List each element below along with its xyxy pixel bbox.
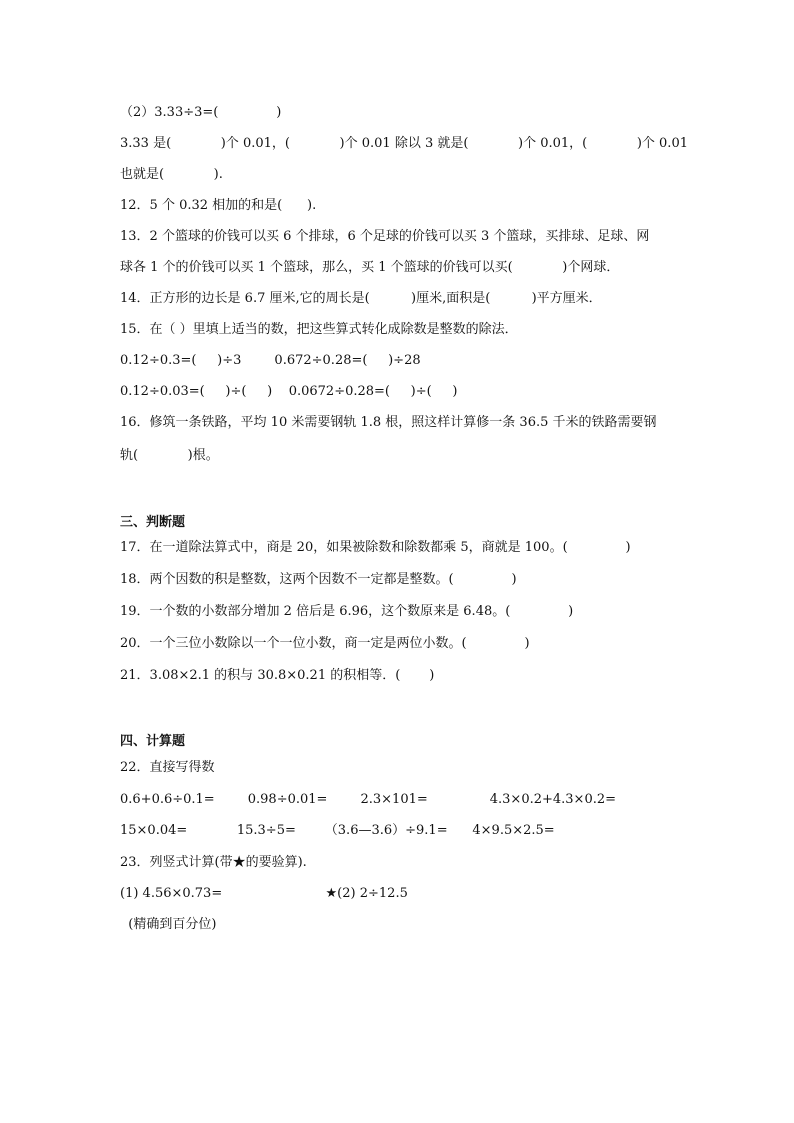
q11-part2: （2）3.33÷3=( ) <box>120 105 282 120</box>
question-17: 17．在一道除法算式中，商是 20，如果被除数和除数都乘 5，商就是 100。( ) <box>120 540 631 555</box>
section-3-heading: 三、判断题 <box>120 515 186 530</box>
question-16: 16．修筑一条铁路，平均 10 米需要钢轨 1.8 根，照这样计算修一条 36.5 千米的铁路需要钢 <box>120 415 657 430</box>
question-23: 23．列竖式计算(带★的要验算). <box>120 855 307 870</box>
question-12: 12．5 个 0.32 相加的和是( ). <box>120 198 317 213</box>
question-20: 20．一个三位小数除以一个一位小数，商一定是两位小数。( ) <box>120 636 530 651</box>
question-13-cont: 球各 1 个的价钱可以买 1 个篮球，那么，买 1 个篮球的价钱可以买( )个网球． <box>120 260 620 275</box>
question-22-row2: 15×0.04= 15.3÷5= （3.6—3.6）÷9.1= 4×9.5×2.5= <box>120 823 555 838</box>
q11-part2-explain-cont: 也就是( ). <box>120 167 223 182</box>
question-22-row1: 0.6+0.6÷0.1= 0.98÷0.01= 2.3×101= 4.3×0.2+4.3×0.2= <box>120 792 617 807</box>
question-23-note: (精确到百分位) <box>120 917 217 932</box>
question-16-cont: 轨( )根。 <box>120 448 219 463</box>
section-4-heading: 四、计算题 <box>120 734 186 749</box>
question-18: 18．两个因数的积是整数，这两个因数不一定都是整数。( ) <box>120 572 517 587</box>
question-22: 22．直接写得数 <box>120 760 215 775</box>
question-15-row2: 0.12÷0.03=( )÷( ) 0.0672÷0.28=( )÷( ) <box>120 384 458 399</box>
question-15-row1: 0.12÷0.3=( )÷3 0.672÷0.28=( )÷28 <box>120 353 421 368</box>
q11-part2-explain: 3.33 是( )个 0.01，( )个 0.01 除以 3 就是( )个 0.01，( )个 0.01 <box>120 136 688 151</box>
question-21: 21．3.08×2.1 的积与 30.8×0.21 的积相等．( ) <box>120 668 435 683</box>
question-23-row1: (1) 4.56×0.73= ★(2) 2÷12.5 <box>120 886 408 901</box>
question-19: 19．一个数的小数部分增加 2 倍后是 6.96，这个数原来是 6.48。( ) <box>120 604 574 619</box>
question-15: 15．在（ ）里填上适当的数，把这些算式转化成除数是整数的除法． <box>120 322 518 337</box>
question-13: 13．2 个篮球的价钱可以买 6 个排球，6 个足球的价钱可以买 3 个篮球，买排球、足球、网 <box>120 229 650 244</box>
question-14: 14．正方形的边长是 6.7 厘米,它的周长是( )厘米,面积是( )平方厘米． <box>120 291 602 306</box>
